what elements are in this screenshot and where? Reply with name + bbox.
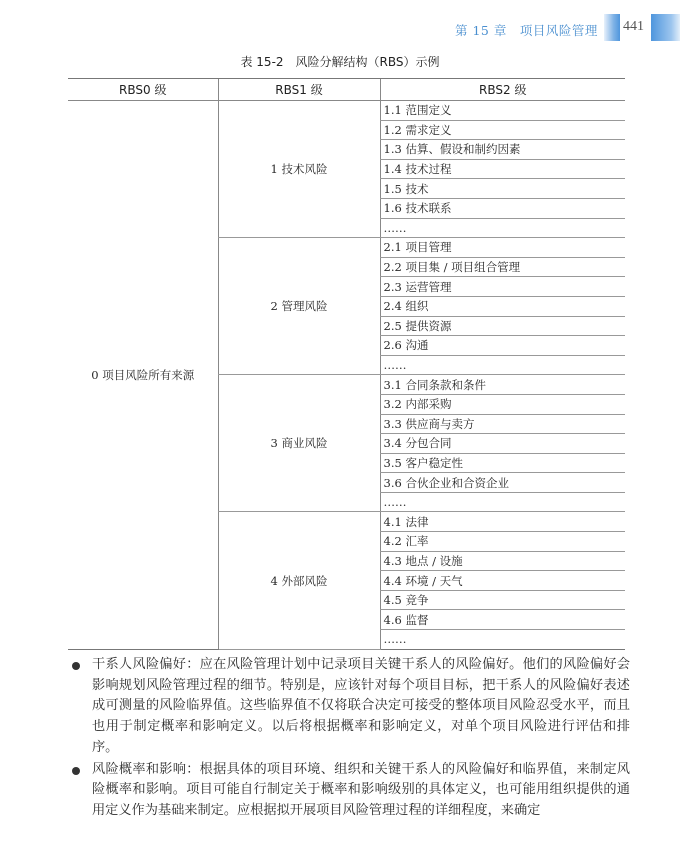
rbs2-cell: 4.5 竞争 — [380, 590, 625, 610]
rbs2-cell: 2.4 组织 — [380, 296, 625, 316]
rbs1-cell: 2 管理风险 — [218, 238, 380, 375]
bullet-text: 风险概率和影响：根据具体的项目环境、组织和关键干系人的风险偏好和临界值，来制定风险概率和影响。项目可能自行制定关于概率和影响级别的具体定义，也可能用组织提供的通用定义作为基础来制定。应根据拟开展项目风险管理过程的详细程度，来确定 — [92, 761, 630, 818]
bullet-icon — [72, 662, 80, 670]
chapter-title: 第 15 章 项目风险管理 — [455, 23, 598, 38]
rbs2-cell: 4.4 环境 / 天气 — [380, 571, 625, 591]
rbs2-cell: 4.3 地点 / 设施 — [380, 551, 625, 571]
page-header — [0, 0, 680, 50]
rbs2-cell: 2.1 项目管理 — [380, 238, 625, 258]
rbs2-cell: 3.4 分包合同 — [380, 434, 625, 454]
rbs2-cell: 4.1 法律 — [380, 512, 625, 532]
rbs1-cell: 1 技术风险 — [218, 101, 380, 238]
rbs2-cell: 3.5 客户稳定性 — [380, 453, 625, 473]
rbs1-cell: 3 商业风险 — [218, 375, 380, 512]
rbs2-cell: 3.2 内部采购 — [380, 394, 625, 414]
column-header-rbs2: RBS2 级 — [380, 79, 625, 101]
header-decoration-left — [604, 14, 620, 41]
bullet-risk-probability-impact — [70, 760, 630, 822]
rbs2-cell: 2.5 提供资源 — [380, 316, 625, 336]
rbs1-cell: 4 外部风险 — [218, 512, 380, 649]
bullet-text: 干系人风险偏好：应在风险管理计划中记录项目关键干系人的风险偏好。他们的风险偏好会影响规划风险管理过程的细节。特别是，应该针对每个项目目标，把干系人的风险偏好表述成可测量的风险临界值。这些临界值不仅将联合决定可接受的整体项目风险忍受水平，而且也用于制定概率和影响定义。以后将根据概率和影响定义，对单个项目风险进行评估和排序。 — [92, 657, 630, 755]
rbs0-cell: 0 项目风险所有来源 — [68, 101, 218, 650]
rbs2-cell: 2.3 运营管理 — [380, 277, 625, 297]
column-header-rbs1: RBS1 级 — [218, 79, 380, 101]
table-caption: 表 15-2 风险分解结构（RBS）示例 — [240, 55, 440, 69]
rbs2-cell: 1.5 技术 — [380, 179, 625, 199]
table-body — [68, 101, 625, 650]
rbs2-cell: 3.3 供应商与卖方 — [380, 414, 625, 434]
rbs2-cell: 4.2 汇率 — [380, 532, 625, 552]
rbs2-cell: 3.1 合同条款和条件 — [380, 375, 625, 395]
rbs2-cell: …… — [380, 355, 625, 375]
table-header-row — [68, 79, 625, 101]
rbs2-cell: 2.6 沟通 — [380, 336, 625, 356]
rbs2-cell: 3.6 合伙企业和合资企业 — [380, 473, 625, 493]
rbs-table — [68, 78, 625, 650]
rbs2-cell: …… — [380, 218, 625, 238]
column-header-rbs0: RBS0 级 — [68, 79, 218, 101]
header-decoration-right — [651, 14, 680, 41]
body-text — [70, 655, 630, 823]
table-row — [68, 101, 625, 121]
rbs2-cell: 1.4 技术过程 — [380, 159, 625, 179]
rbs2-cell: 1.1 范围定义 — [380, 101, 625, 121]
rbs2-cell: …… — [380, 492, 625, 512]
bullet-stakeholder-risk-appetite — [70, 655, 630, 759]
bullet-icon — [72, 767, 80, 775]
rbs2-cell: 1.2 需求定义 — [380, 120, 625, 140]
rbs2-cell: 2.2 项目集 / 项目组合管理 — [380, 257, 625, 277]
rbs2-cell: 1.6 技术联系 — [380, 198, 625, 218]
page-number: 441 — [623, 19, 644, 34]
rbs2-cell: 4.6 监督 — [380, 610, 625, 630]
rbs2-cell: 1.3 估算、假设和制约因素 — [380, 140, 625, 160]
rbs2-cell: …… — [380, 630, 625, 650]
